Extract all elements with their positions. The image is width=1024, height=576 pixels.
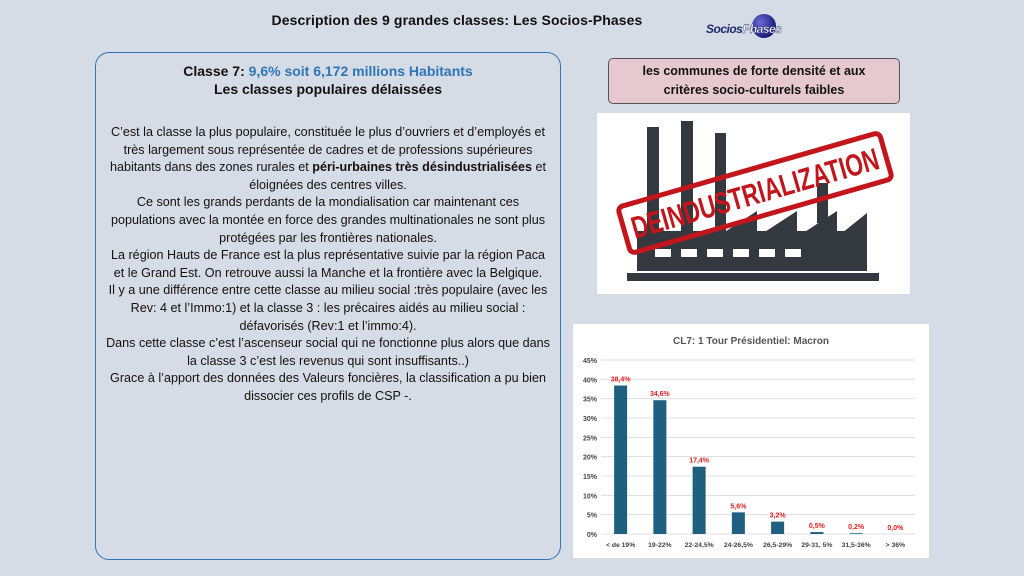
class-stat-line: [96, 62, 560, 80]
x-tick-label: 31,5-36%: [841, 542, 871, 549]
class-label: Classe 7:: [183, 63, 249, 79]
data-label: 34,6%: [649, 391, 670, 399]
y-tick-label: 5%: [586, 512, 597, 520]
x-tick-label: > 36%: [885, 542, 906, 549]
data-label: 38,4%: [610, 376, 631, 384]
class-description-panel: [95, 52, 561, 560]
bar: [614, 386, 627, 534]
bar: [732, 512, 745, 534]
y-tick-label: 30%: [582, 416, 597, 423]
socios-phases-logo: [706, 10, 782, 44]
chart-container: [573, 324, 929, 558]
x-tick-label: 24-26,5%: [723, 542, 753, 549]
paragraph-2: Ce sont les grands perdants de la mondialisation car maintenant ces populations avec la montée en force des grandes multinationales ne sont plus protégées par les frontières nationales.: [110, 195, 546, 245]
y-tick-label: 45%: [582, 358, 597, 365]
x-tick-label: 29-31, 5%: [801, 542, 833, 549]
x-tick-label: 26,5-29%: [763, 542, 793, 549]
y-tick-label: 20%: [582, 454, 597, 462]
logo-wordmark: SociosPhases: [706, 22, 782, 36]
data-label: 17,4%: [689, 457, 710, 465]
paragraph-3: La région Hauts de France est la plus représentative suivie par la région Paca et le Grand Est. On retrouve aussi la Manche et la frontière avec la Belgique.: [110, 248, 546, 280]
bar: [653, 400, 666, 534]
paragraph-4: Il y a une différence entre cette classe au milieu social :très populaire (avec les Rev: 4 et l’Immo:1) et la classe 3 : les précaires aidés au milieu social : défavorisés (Rev:1 et l’immo:4).: [108, 283, 548, 333]
y-tick-label: 10%: [582, 493, 597, 501]
class-heading: [96, 62, 560, 98]
category-badge: [608, 58, 900, 104]
deindustrialization-image: [597, 113, 976, 294]
stamp-text: DEINDUSTRIALIZATION: [627, 114, 976, 246]
y-tick-label: 35%: [582, 396, 597, 404]
y-tick-label: 15%: [582, 474, 597, 481]
y-tick-label: 40%: [582, 377, 597, 385]
paragraph-1: C’est la classe la plus populaire, constituée le plus d’ouvriers et d’employés et très largement sous représentée de cadres et de professions supérieures habitants dans des zones rurales et péri-urbaines très désindustrialisées et éloignées des centres villes.: [109, 125, 547, 192]
chart-title: CL7: 1 Tour Présidentiel: Macron: [673, 336, 829, 347]
badge-line-1: les communes de forte densité et aux: [642, 64, 866, 78]
data-label: 0,2%: [848, 524, 865, 532]
x-tick-label: < de 19%: [605, 542, 636, 549]
bar: [850, 533, 863, 534]
paragraph-6: Grace à l’apport des données des Valeurs foncières, la classification a pu bien dissocier ces profils de CSP -.: [110, 371, 546, 403]
y-tick-label: 0%: [586, 532, 597, 539]
y-tick-label: 25%: [582, 435, 597, 443]
bar: [693, 467, 706, 534]
data-label: 3,2%: [769, 512, 786, 520]
slide-title-text: Description des 9 grandes classes: Les Socios-Phases: [271, 12, 643, 28]
paragraph-5: Dans cette classe c’est l’ascenseur social qui ne fonctionne plus alors que dans la classe 3 c’est les revenus qui sont insuffisants..): [106, 336, 550, 368]
class-description-text: [106, 124, 550, 406]
bar: [810, 532, 823, 534]
class-stat: 9,6% soit 6,172 millions Habitants: [248, 63, 473, 79]
x-tick-label: 22-24,5%: [684, 542, 714, 549]
badge-line-2: critères socio-culturels faibles: [663, 83, 845, 97]
class-subtitle: Les classes populaires délaissées: [213, 81, 443, 97]
x-tick-label: 19-22%: [648, 542, 672, 549]
data-label: 5,6%: [730, 503, 747, 511]
slide-title: [0, 12, 1024, 28]
bar: [771, 522, 784, 534]
factory-stamp-illustration: [597, 113, 976, 294]
bar-chart: [573, 324, 929, 558]
data-label: 0,0%: [887, 525, 904, 532]
data-label: 0,5%: [808, 523, 825, 531]
